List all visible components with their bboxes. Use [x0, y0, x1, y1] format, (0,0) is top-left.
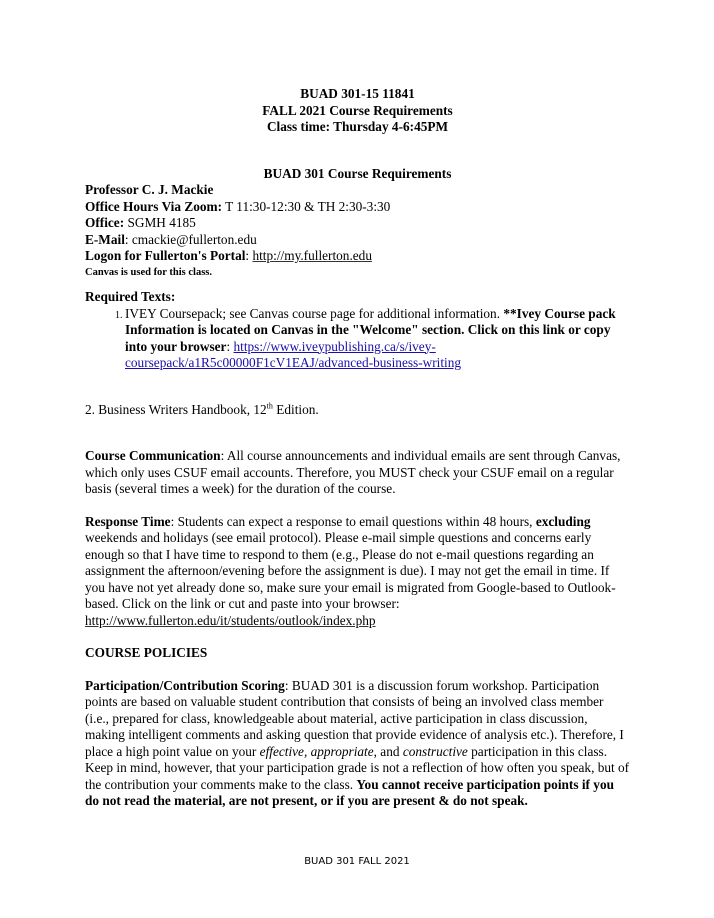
- class-time: Class time: Thursday 4-6:45PM: [266, 119, 449, 134]
- response-paragraph: [85, 514, 630, 630]
- participation-body3: participation in this class. Keep in mind, however, that your participation grade is not a reflection of how often you speak, but of the contribution your comments make to the class.: [85, 743, 630, 792]
- participation-paragraph: [85, 678, 630, 810]
- required-texts-title: Required Texts:: [85, 289, 176, 304]
- participation-bold: You cannot receive participation points if you do not read the material, are not present, or if you are present & do not speak.: [85, 776, 614, 808]
- handbook-text: 2. Business Writers Handbook, 12: [85, 401, 267, 417]
- participation-italic2: constructive: [402, 743, 468, 759]
- header-block: [85, 86, 630, 136]
- item1-colon: :: [226, 338, 234, 354]
- participation-label: Participation/Contribution Scoring: [85, 677, 285, 693]
- communication-body: : All course announcements and individual emails are sent through Canvas, which only uses CSUF email accounts. Therefore, you MUST check your CSUF email on a regular basis (several times a week) for the duration of the course.: [85, 448, 621, 496]
- handbook-sup: th: [266, 401, 273, 411]
- response-bold: excluding: [535, 513, 591, 529]
- office: [85, 215, 630, 232]
- communication-label: Course Communication: [85, 448, 221, 463]
- canvas-note: Canvas is used for this class.: [85, 266, 212, 278]
- handbook-suffix: Edition.: [272, 401, 319, 417]
- office-label: Office:: [85, 215, 125, 230]
- participation-body1: : BUAD 301 is a discussion forum workshop. Participation points are based on valuable student contribution that consists of being an involved class member (i.e., prepared for class, knowledgeable about material, active participation in class discussion, making intelligent comments and asking question that provide evidence of analysis etc.). Therefore, I place a high point value on your: [85, 677, 624, 759]
- item1-text: IVEY Coursepack; see Canvas course page for additional information.: [125, 305, 504, 321]
- office-hours-label: Office Hours Via Zoom:: [85, 198, 223, 214]
- email-value: : cmackie@fullerton.edu: [124, 231, 257, 247]
- handbook-item: [85, 402, 630, 419]
- email: [85, 232, 630, 249]
- communication-paragraph: [85, 448, 630, 498]
- course-term: FALL 2021 Course Requirements: [262, 102, 453, 118]
- response-body2: weekends and holidays (see email protocol). Please e-mail simple questions and concerns early enough so that I have time to respond to them (e.g., Please do not e-mail questions regarding an assignment the afternoon/evening before the assignment is due). I may not get the email in time. If you have not yet already done so, make sure your email is migrated from Google-based to Outlook-based. Click on the link or cut and paste into your browser:: [85, 530, 616, 611]
- portal: [85, 248, 630, 265]
- participation-body2: , and: [373, 743, 403, 759]
- office-value: SGMH 4185: [124, 215, 196, 230]
- portal-colon: :: [245, 248, 253, 263]
- coursepack-link[interactable]: https://www.iveypublishing.ca/s/ivey-coursepack/a1R5c00000F1cV1EAJ/advanced-business-writing: [125, 338, 462, 370]
- list-item: [125, 306, 630, 372]
- outlook-link[interactable]: http://www.fullerton.edu/it/students/outlook/index.php: [85, 612, 376, 628]
- response-body1: : Students can expect a response to email questions within 48 hours,: [170, 513, 536, 529]
- office-hours: [85, 199, 630, 216]
- response-label: Response Time: [85, 513, 171, 529]
- portal-label: Logon for Fullerton's Portal: [85, 248, 246, 263]
- document-page: [85, 86, 630, 810]
- professor-name: Professor C. J. Mackie: [85, 182, 214, 197]
- policies-title: COURSE POLICIES: [85, 645, 208, 660]
- course-code: BUAD 301-15 11841: [300, 86, 415, 101]
- office-hours-value: T 11:30-12:30 & TH 2:30-3:30: [222, 198, 391, 214]
- required-texts-list: [85, 306, 630, 372]
- item1-bold: **Ivey Course pack Information is located on Canvas in the "Welcome" section. Click on this link or copy into your browser: [125, 305, 616, 354]
- section-title: BUAD 301 Course Requirements: [263, 165, 452, 181]
- page-footer: BUAD 301 FALL 2021: [304, 856, 410, 867]
- portal-link[interactable]: http://my.fullerton.edu: [252, 248, 372, 263]
- email-label: E-Mail: [85, 231, 125, 247]
- participation-italic1: effective, appropriate: [259, 743, 374, 759]
